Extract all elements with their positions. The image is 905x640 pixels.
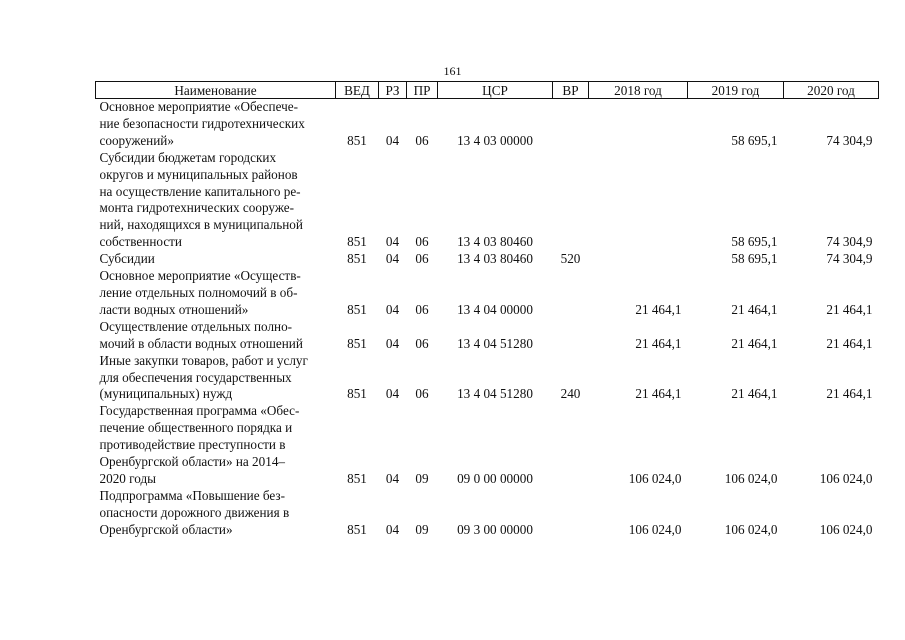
name-line: опасности дорожного движения в — [99, 504, 290, 520]
cell-2018 — [589, 99, 688, 150]
cell-csr: 13 4 04 51280 — [457, 335, 533, 351]
cell-2019: 21 464,1 — [731, 301, 778, 317]
cell-pr: 06 — [415, 132, 429, 148]
cell-name — [96, 319, 336, 353]
name-line: Иные закупки товаров, работ и услуг — [99, 352, 308, 368]
cell-csr: 09 3 00 00000 — [457, 521, 533, 537]
cell-csr: 13 4 04 00000 — [457, 301, 533, 317]
table-row — [96, 99, 879, 150]
budget-table — [95, 81, 879, 539]
cell-vr — [553, 319, 589, 353]
cell-name — [96, 251, 336, 268]
cell-2020: 21 464,1 — [826, 335, 873, 351]
name-line: 2020 годы — [99, 470, 157, 486]
cell-name — [96, 99, 336, 150]
cell-rz: 04 — [385, 470, 400, 486]
cell-2019: 21 464,1 — [731, 335, 778, 351]
cell-ved: 851 — [347, 251, 367, 267]
name-line: мочий в области водных отношений — [99, 335, 303, 351]
cell-vr — [553, 268, 589, 319]
cell-pr: 06 — [415, 251, 429, 267]
cell-vr — [553, 150, 589, 251]
cell-csr: 13 4 03 80460 — [457, 251, 533, 267]
table-row — [96, 319, 879, 353]
cell-pr: 06 — [415, 335, 429, 351]
name-line: Государственная программа «Обес- — [99, 403, 300, 419]
cell-name — [96, 353, 336, 404]
cell-vr — [553, 403, 589, 488]
table-row — [96, 488, 879, 539]
cell-ved: 851 — [347, 470, 367, 486]
table-row — [96, 150, 879, 251]
name-line: собственности — [99, 234, 182, 250]
cell-csr: 13 4 03 00000 — [457, 132, 533, 148]
cell-2020: 106 024,0 — [819, 470, 873, 486]
cell-vr: 240 — [560, 386, 581, 402]
cell-rz: 04 — [385, 301, 400, 317]
cell-2018: 21 464,1 — [635, 301, 682, 317]
header-csr: ЦСР — [438, 82, 553, 99]
page-number: 161 — [443, 64, 462, 78]
header-name: Наименование — [96, 82, 336, 99]
name-line: Оренбургской области» на 2014– — [99, 454, 286, 470]
name-line: округов и муниципальных районов — [99, 166, 298, 182]
cell-ved: 851 — [347, 132, 367, 148]
header-2018: 2018 год — [589, 82, 688, 99]
cell-pr: 06 — [415, 234, 429, 250]
cell-2020: 74 304,9 — [826, 251, 873, 267]
cell-pr: 06 — [415, 301, 429, 317]
header-vr: ВР — [553, 82, 589, 99]
cell-pr: 09 — [415, 521, 429, 537]
cell-csr: 13 4 03 80460 — [457, 234, 533, 250]
cell-ved: 851 — [347, 335, 367, 351]
cell-vr: 520 — [560, 251, 581, 267]
table-body — [96, 99, 879, 539]
cell-2019: 58 695,1 — [731, 234, 778, 250]
name-line: Оренбургской области» — [99, 521, 233, 537]
cell-2020: 21 464,1 — [826, 301, 873, 317]
cell-2019: 58 695,1 — [731, 251, 778, 267]
cell-rz: 04 — [385, 521, 400, 537]
name-line: противодействие преступности в — [99, 437, 286, 453]
name-line: ний, находящихся в муниципальной — [99, 217, 303, 233]
cell-ved: 851 — [347, 521, 367, 537]
name-line: печение общественного порядка и — [99, 420, 293, 436]
cell-rz: 04 — [385, 251, 400, 267]
name-line: ление отдельных полномочий в об- — [99, 284, 298, 300]
cell-vr — [553, 99, 589, 150]
table-row — [96, 353, 879, 404]
name-line: Субсидии бюджетам городских — [99, 149, 277, 165]
cell-rz: 04 — [385, 234, 400, 250]
header-rz: РЗ — [379, 82, 407, 99]
cell-2018 — [589, 251, 688, 268]
table-header — [96, 82, 879, 99]
header-2020: 2020 год — [784, 82, 879, 99]
cell-2019: 106 024,0 — [724, 470, 778, 486]
cell-rz: 04 — [385, 386, 400, 402]
name-line: (муниципальных) нужд — [99, 386, 233, 402]
cell-name — [96, 268, 336, 319]
cell-csr: 09 0 00 00000 — [457, 470, 533, 486]
header-2019: 2019 год — [688, 82, 784, 99]
cell-2018: 21 464,1 — [635, 386, 682, 402]
cell-2018 — [589, 150, 688, 251]
cell-2020: 106 024,0 — [819, 521, 873, 537]
name-line: на осуществление капитального ре- — [99, 183, 301, 199]
cell-2020: 21 464,1 — [826, 386, 873, 402]
cell-csr: 13 4 04 51280 — [457, 386, 533, 402]
cell-2020: 74 304,9 — [826, 132, 873, 148]
cell-2018: 21 464,1 — [635, 335, 682, 351]
name-line: ние безопасности гидротехнических — [99, 115, 305, 131]
cell-2018: 106 024,0 — [628, 521, 682, 537]
name-line: Основное мероприятие «Осуществ- — [99, 268, 301, 284]
name-line: сооружений» — [99, 132, 174, 148]
name-line: для обеспечения государственных — [99, 369, 292, 385]
cell-2019: 106 024,0 — [724, 521, 778, 537]
cell-rz: 04 — [385, 132, 400, 148]
cell-name — [96, 150, 336, 251]
cell-2019: 21 464,1 — [731, 386, 778, 402]
header-pr: ПР — [407, 82, 438, 99]
name-line: Осуществление отдельных полно- — [99, 318, 293, 334]
cell-2018: 106 024,0 — [628, 470, 682, 486]
cell-vr — [553, 488, 589, 539]
name-line: Подпрограмма «Повышение без- — [99, 487, 286, 503]
name-line: монта гидротехнических сооруже- — [99, 200, 294, 216]
table-row — [96, 403, 879, 488]
table-row — [96, 251, 879, 268]
name-line: ласти водных отношений» — [99, 301, 249, 317]
name-line: Субсидии — [99, 251, 155, 267]
cell-name — [96, 403, 336, 488]
cell-name — [96, 488, 336, 539]
cell-ved: 851 — [347, 234, 367, 250]
cell-2020: 74 304,9 — [826, 234, 873, 250]
cell-ved: 851 — [347, 301, 367, 317]
cell-pr: 09 — [415, 470, 429, 486]
cell-ved: 851 — [347, 386, 367, 402]
cell-pr: 06 — [415, 386, 429, 402]
header-ved: ВЕД — [336, 82, 379, 99]
cell-rz: 04 — [385, 335, 400, 351]
name-line: Основное мероприятие «Обеспече- — [99, 99, 298, 114]
cell-2019: 58 695,1 — [731, 132, 778, 148]
table-row — [96, 268, 879, 319]
